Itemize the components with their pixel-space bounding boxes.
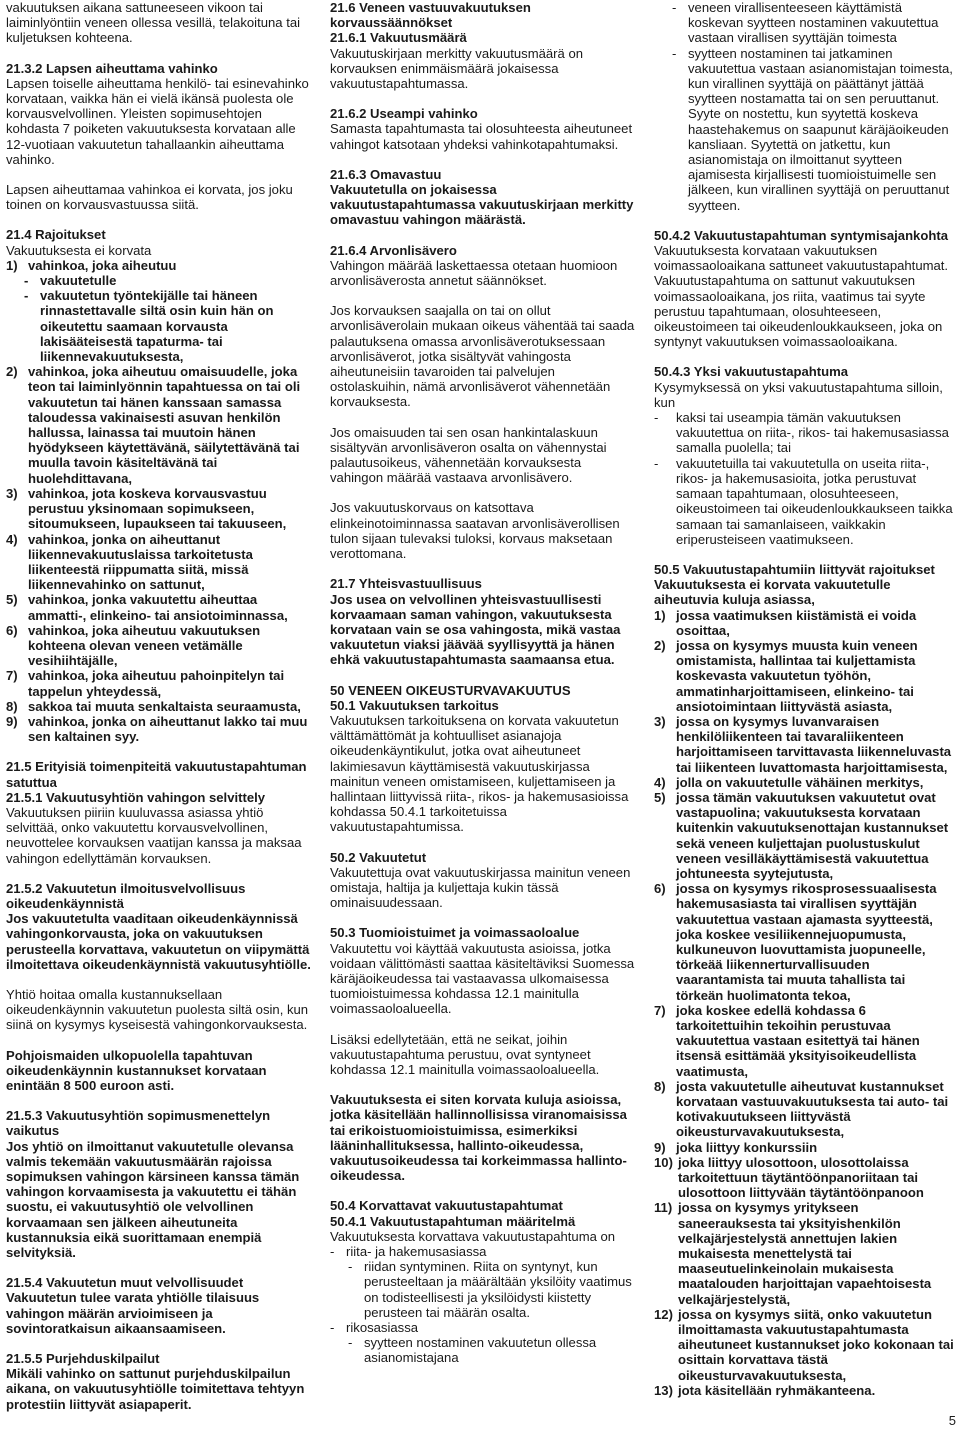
column-left	[6, 0, 312, 1427]
section-heading: 50.5 Vakuutustapahtumiin liittyvät rajoitukset	[654, 561, 935, 577]
list-item: 9) joka liittyy konkurssiin	[654, 1139, 818, 1155]
chapter-heading: 50 VENEEN OIKEUSTURVAVAKUUTUS	[330, 682, 571, 698]
list-item: 8) sakkoa tai muuta senkaltaista seuraamusta,	[6, 698, 301, 714]
subsection-heading: 21.5.1 Vakuutusyhtiön vahingon selvittely	[6, 789, 266, 805]
section-heading: 50.4 Korvattavat vakuutustapahtumat	[330, 1198, 563, 1214]
paragraph: Jos korvauksen saajalla on tai on ollut arvonlisäverolain mukaan oikeus vähentää tai saada palautuksena omassa arvonlisäverotuksessaan arvonlisäverot, jotka sisältyvät vahingosta aiheutuneisiin tavaroiden tai palvelujen ostolaskuihin, nämä arvonlisäverot vähennetään korvauksesta.	[330, 303, 635, 410]
section-heading: 50.3 Tuomioistuimet ja voimassaoloalue	[330, 925, 580, 941]
column-middle	[330, 0, 636, 1366]
list-item: 10) joka liittyy ulosottoon, ulosottolaissa tarkoitettuun täytäntöönpanoriitaan tai ulosottoon liittyvään täytäntöönpanoon	[654, 1154, 924, 1201]
subsection-heading: 21.6.1 Vakuutusmäärä	[330, 30, 467, 46]
subsection-heading: 50.4.3 Yksi vakuutustapahtuma	[654, 364, 849, 380]
list-subitem: - syytteen nostaminen tai jatkaminen vakuutettua vastaan asianomistajan toimesta, kun virallinen syyttäjä on päättänyt jättää syytteen nostamatta tai on sen peruuttanut. Syyte on nostettu, kun syytettä koskeva haastehakemus on saapunut käräjäoikeuden kansliaan. Syytettä on jatkettu, kun asianomistaja on ilmoittanut syytteen ajamisesta kirjallisesti tuomioistuimelle sen jälkeen, kun virallinen syyttäjä on peruuttanut syytteen.	[672, 45, 953, 213]
list-item: 3) vahinkoa, jota koskeva korvausvastuu perustuu yksinomaan sopimukseen, sitoumukseen, lupaukseen tai takuuseen,	[6, 485, 287, 532]
section-heading: 21.3.2 Lapsen aiheuttama vahinko	[6, 60, 218, 76]
list-item: 2) vahinkoa, joka aiheutuu omaisuudelle, joka teon tai laiminlyönnin tapahtuessa on tai oli vakuutetun tai hänen kanssaan samassa taloudessa vakinaisesti asuvan henkilön hallussa, lainassa tai muutoin hänen hyödykseen käytettävänä, säilytettävänä tai muulla tavoin käsiteltävänä tai huolehdittavana,	[6, 364, 301, 486]
paragraph: Lapsen aiheuttamaa vahinkoa ei korvata, jos joku toinen on korvausvastuussa siitä.	[6, 182, 293, 213]
section-heading: 21.5 Erityisiä toimenpiteitä vakuutustapahtuman satuttua	[6, 759, 307, 790]
paragraph: Vahingon määrää laskettaessa otetaan huomioon arvonlisäverosta annetut säännökset.	[330, 257, 618, 289]
paragraph: Vakuutuskirjaan merkitty vakuutusmäärä on korvauksen enimmäismäärä jokaisessa vakuutustapahtumassa.	[330, 45, 584, 92]
paragraph: Vakuutuksesta ei korvata vakuutetulle aiheutuvia kuluja asiassa,	[654, 577, 891, 608]
section-heading: 50.2 Vakuutetut	[330, 849, 427, 865]
list-item: 1) vahinkoa, joka aiheutuu	[6, 257, 177, 273]
paragraph: Jos vakuutuskorvaus on katsottava elinkeinotoiminnassa saatavan arvonlisäverollisen tulon sijaan tulevaksi tuloksi, korvaus maksetaan verottomana.	[330, 500, 620, 562]
subsection-heading: 21.6.3 Omavastuu	[330, 166, 442, 182]
subsection-heading: 50.4.1 Vakuutustapahtuman määritelmä	[330, 1213, 576, 1229]
list-item: - vakuutetuilla tai vakuutetulla on useita riita-, rikos- ja hakemusasioita, jotka perustuvat samaan tapahtumaan, olosuhteeseen, oikeustoimeen tai oikeudenloukkaukseen taikka samaan tai samanlaiseen, vaikkakin eriperusteiseen vaatimukseen.	[654, 455, 953, 547]
list-item: 1) jossa vaatimuksen kiistämistä ei voida osoittaa,	[654, 607, 917, 638]
paragraph: Vakuutuksesta korvataan vakuutuksen voimassaoloaikana sattuneet vakuutustapahtumat. Vakuutustapahtuma on sattunut vakuutuksen voimassaoloaikana, jos riita, vaatimus tai syyte perustuu tapahtumaan, olosuhteeseen, oikeustoimeen tai oikeudenloukkaukseen, joka on syntynyt vakuutuksen voimassaoloaikana.	[654, 243, 949, 350]
list-subitem: - syytteen nostaminen vakuutetun ollessa asianomistajana	[348, 1335, 597, 1366]
list-item: - kaksi tai useampia tämän vakuutuksen vakuutettua on riita-, rikos- tai hakemusasiassa samalla puolella; tai	[654, 410, 949, 456]
subsection-heading: 21.5.3 Vakuutusyhtiön sopimusmenettelyn vaikutus	[6, 1108, 271, 1139]
section-heading: 21.6 Veneen vastuuvakuutuksen korvaussäännökset	[330, 0, 531, 31]
paragraph: Vakuutetun tulee varata yhtiölle tilaisuus vahingon määrän arvioimiseen ja sovintoratkaisun aikaansaamiseen.	[6, 1290, 260, 1336]
list-item: 8) josta vakuutetulle aiheutuvat kustannukset korvataan vastuuvakuutuksesta tai auto- tai kotivakuutukseen liittyvästä oikeusturvavakuutuksesta,	[654, 1078, 949, 1140]
restriction-list	[654, 577, 956, 1398]
paragraph: Vakuutuksen tarkoituksena on korvata vakuutetun välttämättömät ja kohtuulliset asianajoja oikeudenkäyntikulut, jotka ovat aiheutuneet lakimiesavun käyttämisestä vakuutuskirjassa mainitun veneen omistamiseen, kuljettamiseen ja hallintaan liittyvissä riita-, rikos- ja hakemusasioissa kohdassa 50.4.1 tarkoitetuissa vakuutustapahtumissa.	[330, 712, 629, 835]
paragraph: Yhtiö hoitaa omalla kustannuksellaan oikeudenkäynnin vakuutetun puolesta siltä osin, kun siinä on kysymys kyseisestä vahingonkorvauksesta.	[6, 986, 309, 1033]
restriction-list	[6, 258, 312, 745]
list-item: 7) vahinkoa, joka aiheutuu pahoinpitelyn tai tappelun yhteydessä,	[6, 668, 285, 699]
section-heading: 21.4 Rajoitukset	[6, 227, 106, 243]
list-subitem: - vakuutetulle	[24, 273, 117, 289]
list-item: 5) jossa tämän vakuutuksen vakuutetut ovat vastapuolina; vakuutuksesta korvataan kuitenkin vakuutuksenottajan kustannukset sekä veneen kuljettajan puolustuskulut veneen vesilläkäyttämisestä vakuutettua johtuneesta syytejutusta,	[654, 789, 949, 881]
paragraph: Vakuutuksen piiriin kuuluvassa asiassa yhtiö selvittää, onko vakuutettu korvausvelvollinen, neuvottelee korvauksen vaatijan kanssa ja maksaa vahingon edellyttämän korvauksen.	[6, 804, 302, 866]
list-item: 9) vahinkoa, jonka on aiheuttanut lakko tai muu sen kaltainen syy.	[6, 713, 308, 745]
paragraph: Jos usea on velvollinen yhteisvastuullisesti korvaamaan saman vahingon, vakuutuksesta korvataan vain se osa vahingosta, mikä vastaa vakuutetun viaksi jäävää syyllisyyttä ja hänen ehkä vakuutustapahtumasta saamaansa etua.	[330, 591, 621, 668]
list-item: 5) vahinkoa, jonka vakuutettu aiheuttaa ammatti-, elinkeino- tai ansiotoiminnassa,	[6, 592, 288, 623]
paragraph: Vakuutuksesta ei korvata	[6, 242, 152, 258]
paragraph: Jos yhtiö on ilmoittanut vakuutetulle olevansa valmis tekemään vakuutusmäärän rajoissa sopimuksen vahingon kärsineen kanssa tämän vahingon korvaamisesta ja vakuutettu ei tähän suostu, ei vakuutusyhtiö ole velvollinen korvaamaan sen jälkeen aiheutuneita kustannuksia eikä suorittamaan enempiä selvityksiä.	[6, 1138, 300, 1261]
paragraph: Mikäli vahinko on sattunut purjehduskilpailun aikana, on vakuutusyhtiölle toimitettava tehtyyn protestiin liittyvät asiapaperit.	[6, 1366, 305, 1412]
subsection-heading: 21.6.4 Arvonlisävero	[330, 242, 457, 258]
paragraph: Pohjoismaiden ulkopuolella tapahtuvan oikeudenkäynnin kustannukset korvataan enintään 8 500 euroon asti.	[6, 1047, 267, 1093]
list-item: 6) vahinkoa, joka aiheutuu vakuutuksen kohteena olevan veneen vetämälle vesihiihtäjälle,	[6, 622, 261, 669]
paragraph: Lisäksi edellytetään, että ne seikat, joihin vakuutustapahtuma perustuu, ovat syntyneet kohdassa 12.1 mainitulla voimassaoloalueella.	[330, 1031, 600, 1077]
list-item: 6) jossa on kysymys rikosprosessuaalisesta hakemusasiasta tai virallisen syyttäjän vakuutettua vastaan ajamasta syytteestä, joka koskee vesiliikennejuopumusta, kulkuneuvon luovuttamista juopuneelle, törkeää liikennerturvallisuuden vaarantamista tai muuta tahallista tai törkeän huolimatonta tekoa,	[654, 881, 937, 1003]
list-subitem: - vakuutetun työntekijälle tai häneen rinnastettavalle siltä osin kuin hän on oikeutettu saamaan korvausta lakisääteisestä tapaturma- tai liikennevakuutuksesta,	[24, 288, 274, 365]
paragraph: Vakuutettuja ovat vakuutuskirjassa mainitun veneen omistaja, haltija ja kuljettaja kukin tässä ominaisuudessaan.	[330, 864, 631, 911]
paragraph: Jos omaisuuden tai sen osan hankintalaskuun sisältyvän arvonlisäveron osalta on vähennystai palautusoikeus, vähennetään korvauksesta vahingon määrää vastaava arvonlisävero.	[330, 424, 607, 486]
paragraph: Vakuutetulla on jokaisessa vakuutustapahtumassa vakuutuskirjaan merkitty omavastuu vahingon määrästä.	[330, 182, 634, 228]
subsection-heading: 21.5.2 Vakuutetun ilmoitusvelvollisuus oikeudenkäynnistä	[6, 880, 246, 911]
list-item: 7) joka koskee edellä kohdassa 6 tarkoitettuihin tekoihin perustuvaa vakuutettua vastaan esitettyä tai hänen itsensä esittämää yksityisoikeudellista vaatimusta,	[654, 1002, 920, 1079]
list-item: 11) jossa on kysymys yritykseen saneerauksesta tai yksityishenkilön velkajärjestelystä annettujen lakien mukaisesta menettelystä tai maaseutuelinkeinolain mukaisesta maatalouden harjoittajan vapaehtoisesta velkajärjestelystä,	[654, 1200, 932, 1307]
list-subitem: - riidan syntyminen. Riita on syntynyt, kun perusteeltaan ja määrältään yksilöity vaatimus on todisteellisesti ja yksilöidysti kiistetty perusteen tai määrän osalta.	[348, 1259, 632, 1320]
paragraph: Vakuutettu voi käyttää vakuutusta asioissa, jotka voidaan välittömästi saattaa käsiteltäviksi Suomessa käräjäoikeudessa tai vastaavassa ulkomaisessa tuomioistuimessa kohdassa 12.1 mainitulla voimassaoloalueella.	[330, 940, 635, 1017]
paragraph: vakuutuksen aikana sattuneeseen vikoon tai laiminlyöntiin veneen ollessa vesillä, telakoituna tai kuljetuksen kohteena.	[6, 0, 301, 46]
list-item: 4) jolla on vakuutetulle vähäinen merkitys,	[654, 774, 924, 790]
subsection-heading: 21.5.4 Vakuutetun muut velvollisuudet	[6, 1275, 244, 1291]
paragraph: Lapsen toiselle aiheuttama henkilö- tai esinevahinko korvataan, vaikka hän ei vielä ikänsä puolesta ole korvausvelvollinen. Yleisten sopimusehtojen kohdasta 7 poiketen vakuutuksesta korvataan alle 12-vuotiaan vakuutetun tahallaankin aiheuttama vahinko.	[6, 75, 309, 167]
subsection-heading: 50.4.2 Vakuutustapahtuman syntymisajankohta	[654, 227, 948, 243]
subsection-heading: 21.6.2 Useampi vahinko	[330, 106, 478, 122]
section-heading: 21.7 Yhteisvastuullisuus	[330, 576, 482, 592]
list-item: 12) jossa on kysymys siitä, onko vakuutetun ilmoittamasta vakuutustapahtumasta aiheutuneet kustannukset joko kokonaan tai osittain korvattava tästä oikeusturvavakuutuksesta,	[654, 1306, 954, 1383]
list-item: 13) jota käsitellään ryhmäkanteena.	[654, 1382, 876, 1398]
list-subitem: - rikosasiassa	[330, 1320, 419, 1336]
paragraph: Jos vakuutetulta vaaditaan oikeudenkäynnissä vahingonkorvausta, joka on vakuutuksen perusteella korvattava, vakuutetun on viipymättä ilmoitettava oikeudenkäynnistä vakuutusyhtiölle.	[6, 911, 311, 972]
list-item: 4) vahinkoa, jonka on aiheuttanut liikennevakuutuslaissa tarkoitetusta liikenteestä riippumatta siitä, missä liikennevahinko on sattunut,	[6, 531, 253, 593]
paragraph: Vakuutuksesta korvattava vakuutustapahtuma on	[330, 1228, 616, 1244]
paragraph: Samasta tapahtumasta tai olosuhteesta aiheutuneet vahingot katsotaan yhdeksi vahinkotapahtumaksi.	[330, 121, 633, 152]
subsection-heading: 21.5.5 Purjehduskilpailut	[6, 1351, 160, 1367]
paragraph: Vakuutuksesta ei siten korvata kuluja asioissa, jotka käsitellään hallinnollisissa viranomaisissa tai erikoistuomioistuimissa, esimerkiksi lääninhallituksessa, hallinto-oikeudessa, vakuutusoikeudessa tai korkeimmassa hallinto-oikeudessa.	[330, 1092, 627, 1184]
list-item: 3) jossa on kysymys luvanvaraisen henkilöliikenteen tai tavaraliikenteen harjoittamiseen tarvittavasta liikenneluvasta tai liikenteen luvattomasta harjoittamisesta,	[654, 713, 952, 775]
paragraph: Kysymyksessä on yksi vakuutustapahtuma silloin, kun	[654, 379, 943, 410]
page-number: 5	[948, 1413, 956, 1428]
column-right	[654, 0, 956, 1398]
list-subitem: - veneen virallisenteeseen käyttämistä koskevan syytteen nostaminen vakuutettua vastaan virallisen syyttäjän toimesta	[672, 0, 939, 46]
list-item: 2) jossa on kysymys muusta kuin veneen omistamista, hallintaa tai kuljettamista koskevasta vakuutetun työhön, ammatinharjoittamiseen, elinkeino- tai ansiotoimintaan liittyvästä asiasta,	[654, 637, 918, 714]
list-subitem: - riita- ja hakemusasiassa	[330, 1244, 487, 1260]
section-heading: 50.1 Vakuutuksen tarkoitus	[330, 697, 499, 713]
